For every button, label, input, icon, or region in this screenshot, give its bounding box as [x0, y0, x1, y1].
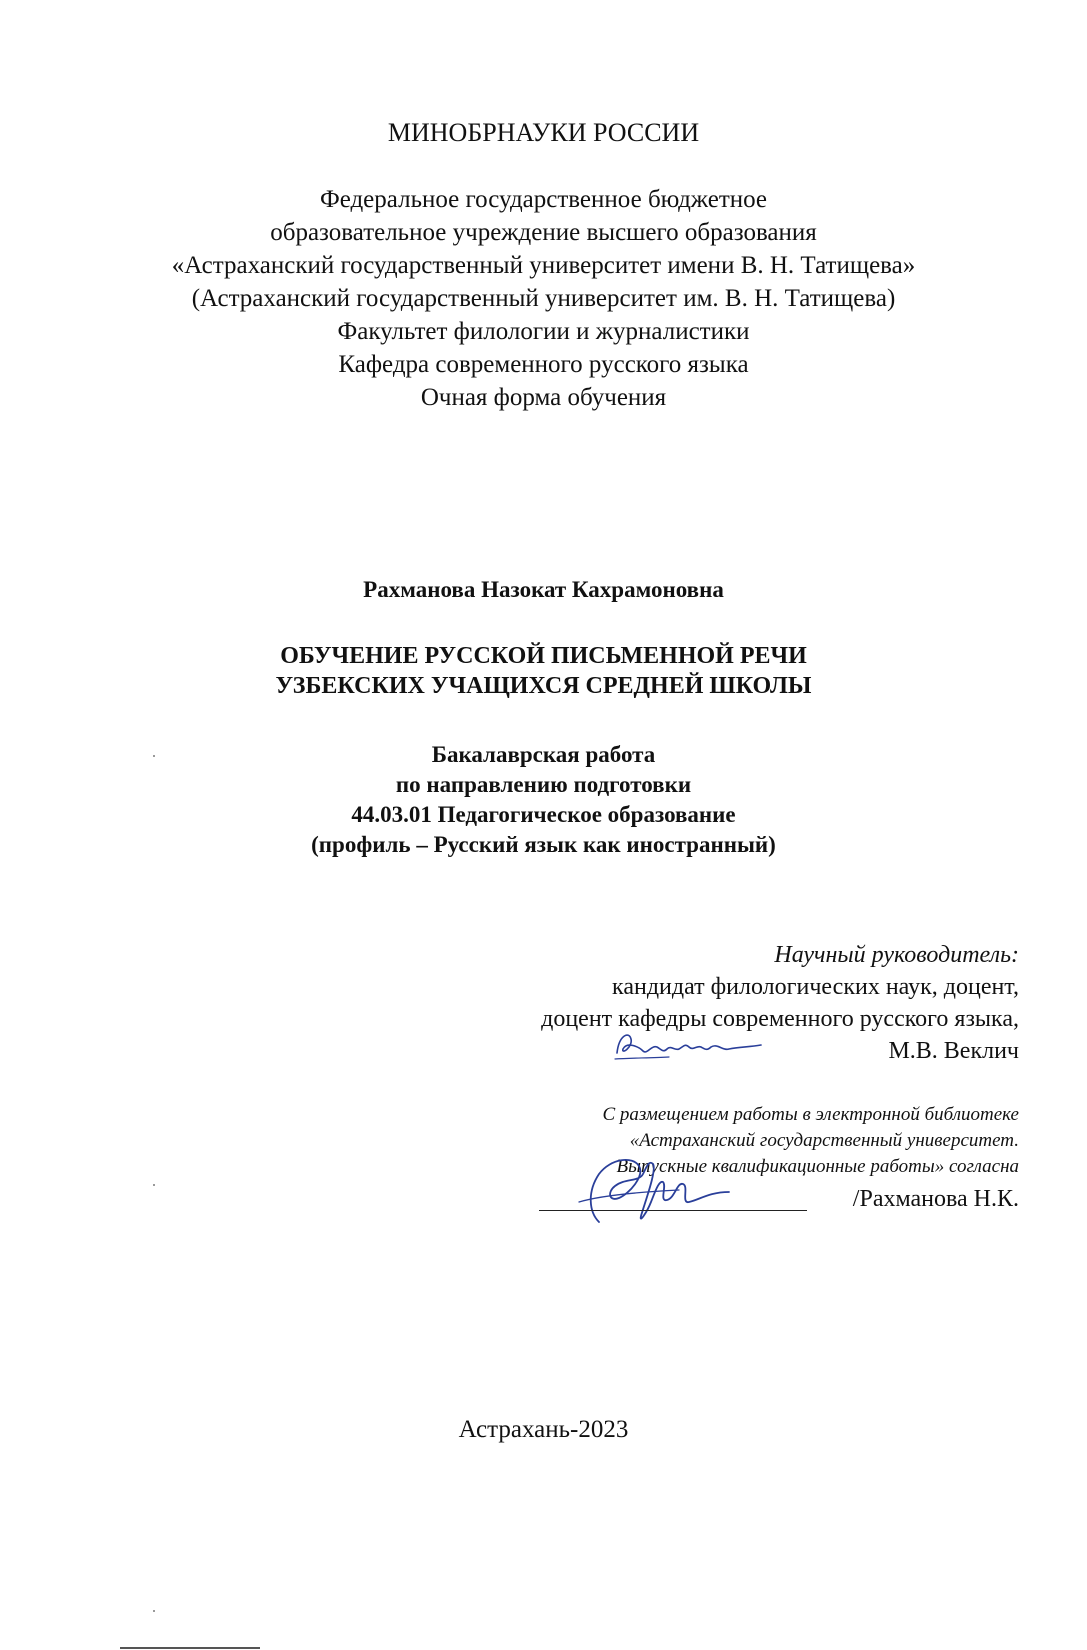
work-type: Бакалаврская работа — [431, 742, 656, 767]
faculty-name: Факультет филологии и журналистики — [337, 318, 750, 345]
study-form: Очная форма обучения — [420, 384, 667, 411]
consent-line: «Астраханский государственный университет. — [629, 1130, 1019, 1151]
institution-line: образовательное учреждение высшего образования — [270, 219, 817, 246]
student-signature-icon — [559, 1152, 739, 1232]
consent-line: Выпускные квалификационные работы» согласна — [616, 1156, 1019, 1177]
work-direction-code: 44.03.01 Педагогическое образование — [351, 802, 736, 827]
thesis-title — [0, 641, 1087, 701]
thesis-title-line: УЗБЕКСКИХ УЧАЩИХСЯ СРЕДНЕЙ ШКОЛЫ — [275, 673, 812, 699]
ministry-name: МИНОБРНАУКИ РОССИИ — [387, 118, 700, 147]
supervisor-signature-icon — [609, 1025, 769, 1065]
supervisor-role: Научный руководитель: — [774, 942, 1019, 968]
consent-signature-row — [539, 1170, 1019, 1230]
student-signer-name: /Рахманова Н.К. — [852, 1186, 1019, 1212]
scan-edge-line — [120, 1647, 260, 1649]
author-name — [0, 575, 1087, 605]
signature-underline — [539, 1210, 807, 1211]
department-name: Кафедра современного русского языка — [338, 351, 749, 378]
institution-line: (Астраханский государственный университет им. В. Н. Татищева) — [191, 285, 896, 312]
consent-line: С размещением работы в электронной библиотеке — [602, 1104, 1019, 1125]
ministry-header — [0, 117, 1087, 149]
supervisor-block — [541, 939, 1019, 1067]
city-year-text: Астрахань-2023 — [458, 1416, 629, 1443]
supervisor-degree: кандидат филологических наук, доцент, — [612, 974, 1019, 1000]
scan-speck — [153, 1184, 155, 1186]
thesis-title-line: ОБУЧЕНИЕ РУССКОЙ ПИСЬМЕННОЙ РЕЧИ — [280, 643, 807, 669]
institution-block — [0, 183, 1087, 414]
author-name-text: Рахманова Назокат Кахрамоновна — [363, 577, 724, 602]
institution-line: Федеральное государственное бюджетное — [319, 186, 768, 213]
scan-speck — [153, 755, 155, 757]
work-info-block — [0, 740, 1087, 860]
supervisor-name-row — [541, 1035, 1019, 1067]
work-direction-label: по направлению подготовки — [395, 772, 692, 797]
institution-line: «Астраханский государственный университет имени В. Н. Татищева» — [171, 252, 916, 279]
work-profile: (профиль – Русский язык как иностранный) — [311, 832, 776, 857]
city-year — [0, 1414, 1087, 1446]
supervisor-position: доцент кафедры современного русского языка, — [541, 1006, 1019, 1032]
supervisor-name: М.В. Веклич — [888, 1038, 1019, 1064]
scan-speck — [153, 1610, 155, 1612]
